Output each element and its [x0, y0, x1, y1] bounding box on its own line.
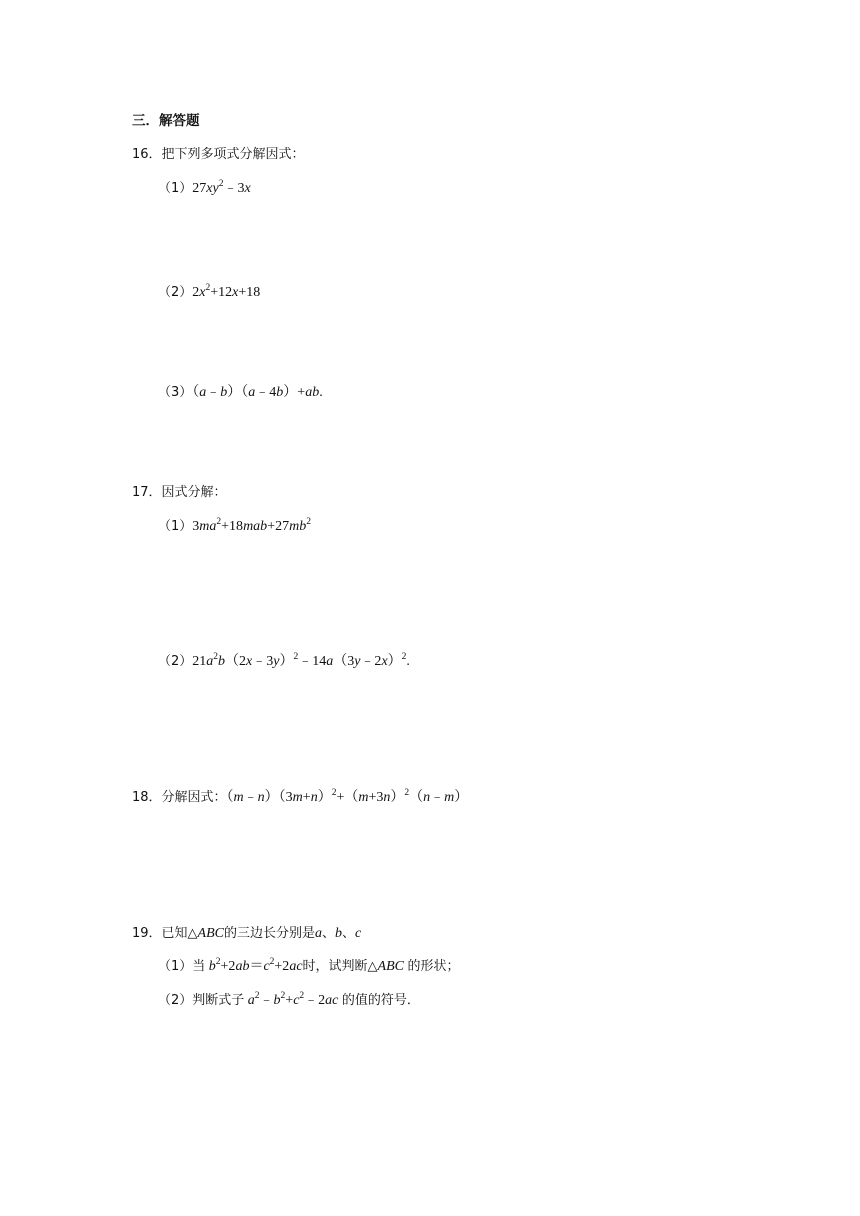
expr-exp: 2 — [218, 179, 224, 189]
expr-var: c — [263, 959, 270, 974]
expr-var: x — [244, 181, 251, 196]
separator: 、 — [342, 926, 356, 941]
expr-term: +（ — [336, 790, 359, 805]
expr-var: x — [199, 285, 206, 300]
expr-exp: 2 — [213, 652, 219, 662]
expr-var: ab — [305, 385, 320, 400]
part-label: （1） — [158, 181, 193, 196]
expr-term: +18 — [221, 519, 244, 534]
expr-term: ﹣4 — [255, 385, 277, 400]
expr-term: ＝ — [249, 959, 264, 974]
expr-end: . — [406, 654, 410, 669]
separator: 、 — [322, 926, 336, 941]
expr-var: m — [444, 790, 455, 805]
expr-paren: ） — [387, 654, 402, 669]
expr-var: a — [315, 926, 323, 941]
expr-exp: 2 — [404, 788, 410, 798]
expr-term: ﹣3 — [223, 181, 245, 196]
expr-var: ac — [289, 959, 303, 974]
question-17-part-2 — [158, 653, 410, 671]
expr-term: 21 — [192, 654, 207, 669]
expr-term: ﹣2 — [360, 654, 382, 669]
expr-term: +12 — [210, 285, 233, 300]
expr-var: ab — [235, 959, 250, 974]
expr-paren: ）（3 — [264, 790, 293, 805]
expr-exp: 2 — [280, 991, 286, 1001]
expr-var: x — [232, 285, 239, 300]
expr-exp: 2 — [299, 991, 305, 1001]
q18-stem-text: 18．分解因式： — [132, 790, 227, 805]
part-label: （3） — [158, 385, 193, 400]
expr-term: 2 — [192, 285, 200, 300]
question-17-stem — [132, 484, 227, 502]
expr-var: a — [199, 385, 207, 400]
expr-var: x — [246, 654, 253, 669]
expr-exp: 2 — [205, 283, 211, 293]
question-18-stem — [132, 789, 468, 807]
expr-var: a — [326, 654, 334, 669]
expr-term: +2 — [220, 959, 236, 974]
expr-var: mab — [243, 519, 268, 534]
question-16-part-2 — [158, 284, 260, 302]
expr-exp: 2 — [269, 957, 275, 967]
question-19-stem — [132, 925, 361, 943]
expr-exp: 2 — [215, 957, 221, 967]
part-label: （1） — [158, 519, 193, 534]
expr-term: + — [285, 993, 294, 1008]
expr-term: 3 — [192, 519, 200, 534]
expr-var: y — [273, 654, 280, 669]
expr-term: ﹣ — [259, 993, 274, 1008]
expr-exp: 2 — [306, 517, 311, 527]
expr-var: ABC — [197, 926, 224, 941]
expr-exp: 2 — [401, 652, 407, 662]
question-19-part-2 — [158, 992, 420, 1010]
expr-term: ﹣2 — [304, 993, 326, 1008]
expr-paren: （2 — [225, 654, 247, 669]
expr-term: + — [302, 790, 311, 805]
expr-exp: 2 — [254, 991, 260, 1001]
expr-var: a — [248, 385, 256, 400]
part-label: （2） — [158, 654, 193, 669]
expr-var: a — [206, 654, 214, 669]
part-label: （2）判断式子 — [158, 993, 245, 1008]
expr-var: xy — [206, 181, 219, 196]
q16-stem-text: 16．把下列多项式分解因式： — [132, 147, 305, 162]
expr-var: c — [293, 993, 300, 1008]
expr-paren: （ — [409, 790, 424, 805]
expr-term: +2 — [274, 959, 290, 974]
part-tail: 时，试判断△ — [302, 959, 378, 974]
expr-var: x — [381, 654, 388, 669]
expr-term: +18 — [238, 285, 261, 300]
expr-term: +3 — [368, 790, 384, 805]
part-label: （2） — [158, 285, 193, 300]
expr-var: b — [273, 993, 281, 1008]
expr-paren: ） — [390, 790, 405, 805]
part-tail-2: 的形状； — [407, 959, 460, 974]
expr-var: ac — [325, 993, 339, 1008]
expr-paren: ） — [317, 790, 332, 805]
expr-var: b — [220, 385, 228, 400]
expr-paren: ）（ — [227, 385, 249, 400]
expr-paren: （3 — [333, 654, 355, 669]
expr-var: m — [292, 790, 303, 805]
expr-var: n — [310, 790, 318, 805]
expr-term: ﹣14 — [298, 654, 327, 669]
expr-term: +27 — [267, 519, 290, 534]
expr-var: m — [233, 790, 244, 805]
question-19-part-1 — [158, 958, 460, 976]
expr-paren: （ — [226, 790, 234, 805]
expr-paren: （ — [192, 385, 200, 400]
expr-var: b — [276, 385, 284, 400]
question-16-part-1 — [158, 180, 251, 198]
expr-var: ABC — [377, 959, 404, 974]
expr-var: m — [358, 790, 369, 805]
expr-var: b — [335, 926, 343, 941]
question-16-stem — [132, 146, 305, 164]
expr-var: y — [354, 654, 361, 669]
expr-exp: 2 — [216, 517, 222, 527]
expr-var: n — [257, 790, 265, 805]
expr-term: ﹣3 — [252, 654, 274, 669]
question-16-part-3 — [158, 384, 323, 402]
part-label: （1）当 — [158, 959, 206, 974]
question-17-part-1 — [158, 518, 311, 536]
expr-var: a — [247, 993, 255, 1008]
q17-stem-text: 17．因式分解： — [132, 485, 227, 500]
expr-var: mb — [289, 519, 307, 534]
expr-end: . — [319, 385, 323, 400]
q19-stem-text-2: 的三边长分别是 — [224, 926, 316, 941]
expr-term: ﹣ — [430, 790, 445, 805]
expr-paren: ）+ — [283, 385, 306, 400]
expr-var: n — [423, 790, 431, 805]
expr-var: b — [208, 959, 216, 974]
expr-term: ﹣ — [243, 790, 258, 805]
part-tail: 的值的符号． — [341, 993, 420, 1008]
section-title: 三．解答题 — [132, 113, 200, 129]
expr-exp: 2 — [293, 652, 299, 662]
expr-paren: ） — [279, 654, 294, 669]
expr-var: ma — [199, 519, 217, 534]
expr-exp: 2 — [331, 788, 337, 798]
q19-stem-text: 19．已知△ — [132, 926, 198, 941]
expr-var: b — [218, 654, 226, 669]
expr-paren: ） — [454, 790, 469, 805]
expr-var: n — [383, 790, 391, 805]
expr-var: c — [355, 926, 362, 941]
expr-term: 27 — [192, 181, 207, 196]
expr-term: ﹣ — [206, 385, 221, 400]
